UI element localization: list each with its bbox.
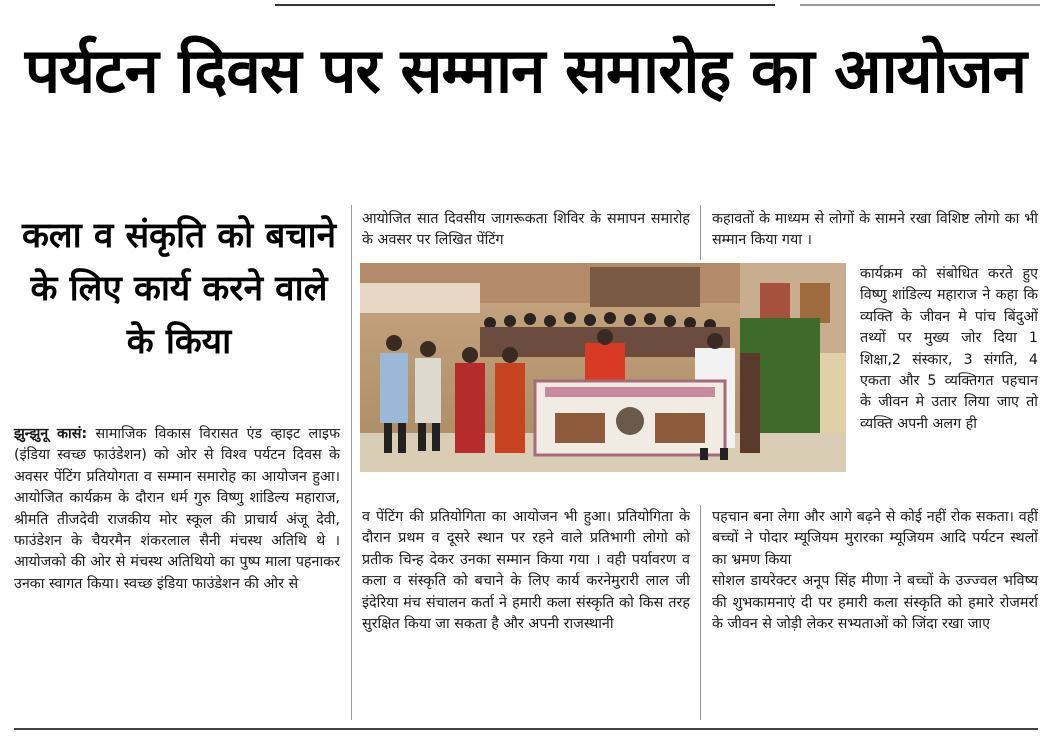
subheadline: कला व संकृति को बचाने के लिए कार्य करने वाले के किया <box>21 216 337 362</box>
top-rule <box>0 0 1051 8</box>
column-3-side-text: कार्यक्रम को संबोधित करते हुए विष्णु शांडिल्य महाराज ने कहा कि व्यक्ति के जीवन मे पांच बिंदुओं तथ्यों पर मुख्य जोर दिया 1 शिक्षा,2 संस्कार, 3 संगति, 4 एकता और 5 व्यक्तिगत पहचान के जीवन मे उतार लिया जाए तो व्यक्ति अपनी अलग ही <box>860 266 1038 432</box>
column-1-text <box>14 424 340 595</box>
group-photo-image <box>360 263 846 472</box>
column-rule-1 <box>351 205 352 720</box>
column-2-bottom-text: व पेंटिंग की प्रतियोगिता का आयोजन भी हुआ। प्रतियोगिता के दौरान प्रथम व दूसरे स्थान पर रहने वाले प्रतिभागी लोगो को प्रतीक चिन्ह देकर उनका सम्मान किया गया । वही पर्यावरण व कला व संस्कृति को बचाने के लिए कार्य करनेमुरारी लाल जी इंदेरिया मंच संचालन कर्ता ने हमारी कला संस्कृति को किस तरह सुरक्षित किया जा सकता है और अपनी राजस्थानी <box>362 509 690 633</box>
column-3-bottom <box>712 507 1038 635</box>
column-rule-3 <box>700 505 701 720</box>
dateline: झुन्झुनू कासं: <box>14 426 88 442</box>
column-rule-2 <box>700 205 701 260</box>
column-2-top-text: आयोजित सात दिवसीय जागरूकता शिविर के समापन समारोह के अवसर पर लिखित पेंटिंग <box>362 211 690 249</box>
column-1-body: सामाजिक विकास विरासत एंड व्हाइट लाइफ (इंडिया स्वच्छ फाउंडेशन) को ओर से विश्व पर्यटन दिवस के अवसर पेंटिंग प्रतियोगता व सम्मान समारोह का आयोजन हुआ। आयोजित कार्यक्रम के दौरान धर्म गुरु विष्णु शांडिल्य महाराज, श्रीमति तीजदेवी राजकीय मोर स्कूल की प्राचार्य अंजू देवी, फाउंडेशन के चैयरमैन शंकरलाल सैनी मंचस्थ अतिथि थे । आयोजको की ओर से मंचस्थ अतिथियो का पुष्प माला पहनाकर उनका स्वागत किया। स्वच्छ इंडिया फाउंडेशन की ओर से <box>14 426 340 592</box>
column-3-bottom-text: पहचान बना लेगा और आगे बढ़ने से कोई नहीं रोक सकता। वहीं बच्चों ने पोदार म्यूजियम मुरारका म्यूजियम आदि पर्यटन स्थलों का भ्रमण किया <box>712 509 1038 568</box>
column-3-top-text: कहावतों के माध्यम से लोगों के सामने रखा विशिष्ट लोगो का भी सम्मान किया गया । <box>712 211 1038 249</box>
headline: पर्यटन दिवस पर सम्मान समारोह का आयोजन <box>24 34 1027 107</box>
bottom-rule <box>14 728 1038 734</box>
column-3-bottom-text-2: सोशल डायरेक्टर अनूप सिंह मीणा ने बच्चों के उज्ज्वल भविष्य की शुभकामनाएं दी पर हमारी कला संस्कृति को हमारे रोजमर्रा के जीवन से जोड़ी लेकर सभ्यताओं को जिंदा रखा जाए <box>712 573 1038 633</box>
